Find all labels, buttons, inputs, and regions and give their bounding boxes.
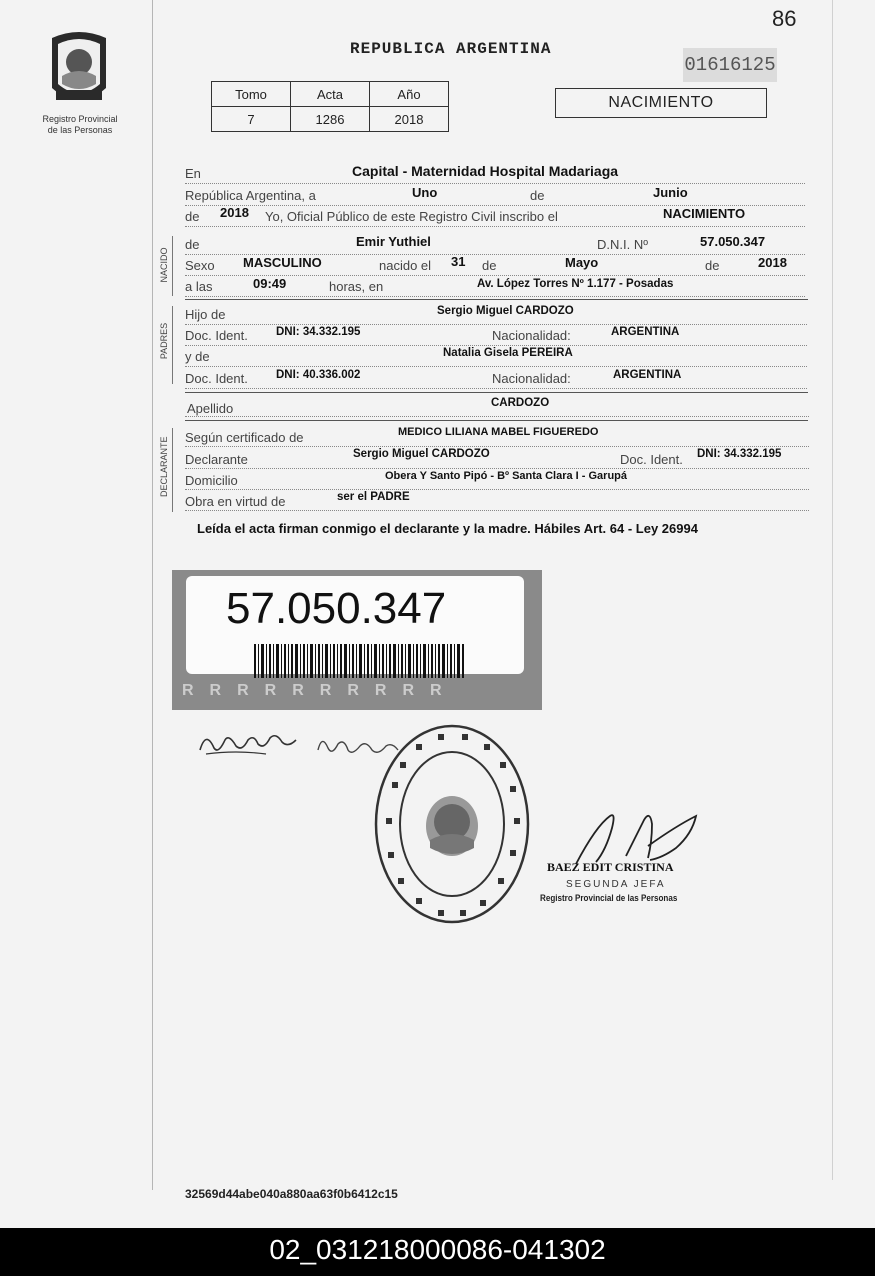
y-de-label: y de: [185, 349, 210, 364]
value-tomo: 7: [212, 107, 291, 132]
obra-value: ser el PADRE: [337, 491, 410, 503]
header-tomo: Tomo: [212, 82, 291, 107]
apellido-row: [185, 396, 809, 417]
inscription-type: NACIMIENTO: [663, 206, 746, 221]
document-hash: 32569d44abe040a880aa63f0b6412c15: [185, 1187, 398, 1201]
place-row: [185, 163, 805, 184]
inscription-text: Yo, Oficial Público de este Registro Civil inscribo el: [265, 209, 558, 224]
father-doc-label: Doc. Ident.: [185, 328, 248, 343]
official-title: SEGUNDA JEFA: [566, 879, 666, 890]
domicilio-label: Domicilio: [185, 473, 238, 488]
dni-sticker: [172, 570, 542, 710]
father-doc: DNI: 34.332.195: [276, 326, 361, 338]
section-label-declarante: DECLARANTE: [159, 436, 169, 497]
nacido-dni: 57.050.347: [700, 234, 766, 249]
hijo-label: Hijo de: [185, 307, 226, 322]
record-table: [211, 81, 449, 132]
father-name: Sergio Miguel CARDOZO: [437, 305, 574, 317]
declarante-bracket: [172, 428, 173, 512]
nacido-name: Emir Yuthiel: [356, 234, 431, 249]
cert-row: [185, 426, 809, 447]
nacido-dni-label: D.N.I. Nº: [597, 237, 648, 252]
obra-row: [185, 490, 809, 511]
a-las-label: a las: [185, 279, 213, 294]
mother-doc-row: [185, 368, 807, 389]
official-name: BAEZ EDIT CRISTINA: [547, 860, 674, 874]
birth-year: 2018: [758, 255, 787, 270]
sticker-label: [186, 576, 524, 674]
logo-caption: [20, 114, 140, 136]
inscription-de-label: de: [185, 209, 200, 224]
birth-de-label: de: [482, 258, 497, 273]
divider-1: [185, 299, 808, 300]
father-doc-row: [185, 325, 807, 346]
declarante-doc: DNI: 34.332.195: [697, 448, 782, 460]
birth-time: 09:49: [253, 276, 287, 291]
apellido-label: Apellido: [187, 401, 234, 416]
inscription-year: 2018: [220, 205, 249, 220]
birth-month: Mayo: [565, 255, 599, 270]
official-office: Registro Provincial de las Personas: [540, 893, 678, 904]
birth-day: 31: [451, 254, 466, 269]
closing-note: Leída el acta firman conmigo el declarante y la madre. Hábiles Art. 64 - Ley 26994: [197, 521, 698, 536]
act-type-box: NACIMIENTO: [555, 88, 767, 118]
apellido-value: CARDOZO: [491, 397, 550, 409]
header-acta: Acta: [291, 82, 370, 107]
place-label: En: [185, 166, 201, 181]
sticker-dni-number: 57.050.347: [226, 584, 447, 633]
value-anio: 2018: [370, 107, 449, 132]
mother-nat-label: Nacionalidad:: [492, 371, 571, 386]
divider-2: [185, 392, 808, 393]
domicilio-value: Obera Y Santo Pipó - Bº Santa Clara I - Garupá: [385, 470, 628, 482]
header-anio: Año: [370, 82, 449, 107]
nacido-time-row: [185, 276, 805, 297]
declarante-name: Sergio Miguel CARDOZO: [353, 448, 490, 460]
cert-label: Según certificado de: [185, 430, 304, 445]
value-acta: 1286: [291, 107, 370, 132]
date-day: Uno: [412, 185, 438, 200]
section-label-nacido: NACIDO: [159, 247, 169, 283]
divider-3: [185, 420, 808, 421]
birth-de-label2: de: [705, 258, 720, 273]
serial-number: 01616125: [683, 48, 777, 82]
mother-nationality: ARGENTINA: [613, 369, 682, 381]
nacido-bracket: [172, 236, 173, 296]
margin-line: [152, 0, 153, 1190]
father-row: [185, 304, 807, 325]
date-month: Junio: [653, 185, 688, 200]
declarante-label: Declarante: [185, 452, 248, 467]
cert-value: MEDICO LILIANA MABEL FIGUEREDO: [398, 426, 599, 438]
nacido-de-label: de: [185, 237, 200, 252]
logo-caption-line2: de las Personas: [47, 125, 113, 135]
nacido-el-label: nacido el: [379, 258, 432, 273]
obra-label: Obra en virtud de: [185, 494, 286, 509]
birth-location: Av. López Torres Nº 1.177 - Posadas: [477, 278, 674, 290]
right-edge-line: [832, 0, 833, 1180]
mother-row: [185, 346, 807, 367]
date-de-label: de: [530, 188, 545, 203]
page-number: 86: [772, 6, 797, 31]
sexo-label: Sexo: [185, 258, 215, 273]
mother-signature: [196, 720, 300, 760]
sticker-pattern: RRRRRRRRRR: [182, 682, 458, 699]
sexo-value: MASCULINO: [243, 255, 322, 270]
registry-stamp: [372, 722, 532, 927]
barcode-graphic: [254, 644, 466, 678]
declarante-row: [185, 448, 809, 469]
horas-label: horas, en: [329, 279, 384, 294]
section-label-padres: PADRES: [159, 322, 169, 360]
domicilio-row: [185, 469, 809, 490]
document-title: REPUBLICA ARGENTINA: [350, 40, 552, 58]
mother-doc-label: Doc. Ident.: [185, 371, 248, 386]
date-row: [185, 185, 805, 206]
father-nat-label: Nacionalidad:: [492, 328, 571, 343]
footer-code: 02_031218000086-041302: [269, 1234, 606, 1265]
place-value: Capital - Maternidad Hospital Madariaga: [352, 163, 619, 179]
declarante-doc-label: Doc. Ident.: [620, 452, 683, 467]
mother-doc: DNI: 40.336.002: [276, 369, 361, 381]
date-prefix-label: República Argentina, a: [185, 188, 316, 203]
father-nationality: ARGENTINA: [611, 326, 680, 338]
padres-bracket: [172, 306, 173, 384]
nacido-sexo-row: [185, 255, 805, 276]
mother-name: Natalia Gisela PEREIRA: [443, 347, 573, 359]
logo-caption-line1: Registro Provincial: [42, 114, 118, 124]
inscription-row: [185, 206, 805, 227]
province-seal-logo: [44, 28, 114, 110]
footer-bar: [0, 1228, 875, 1276]
nacido-name-row: [185, 234, 805, 255]
